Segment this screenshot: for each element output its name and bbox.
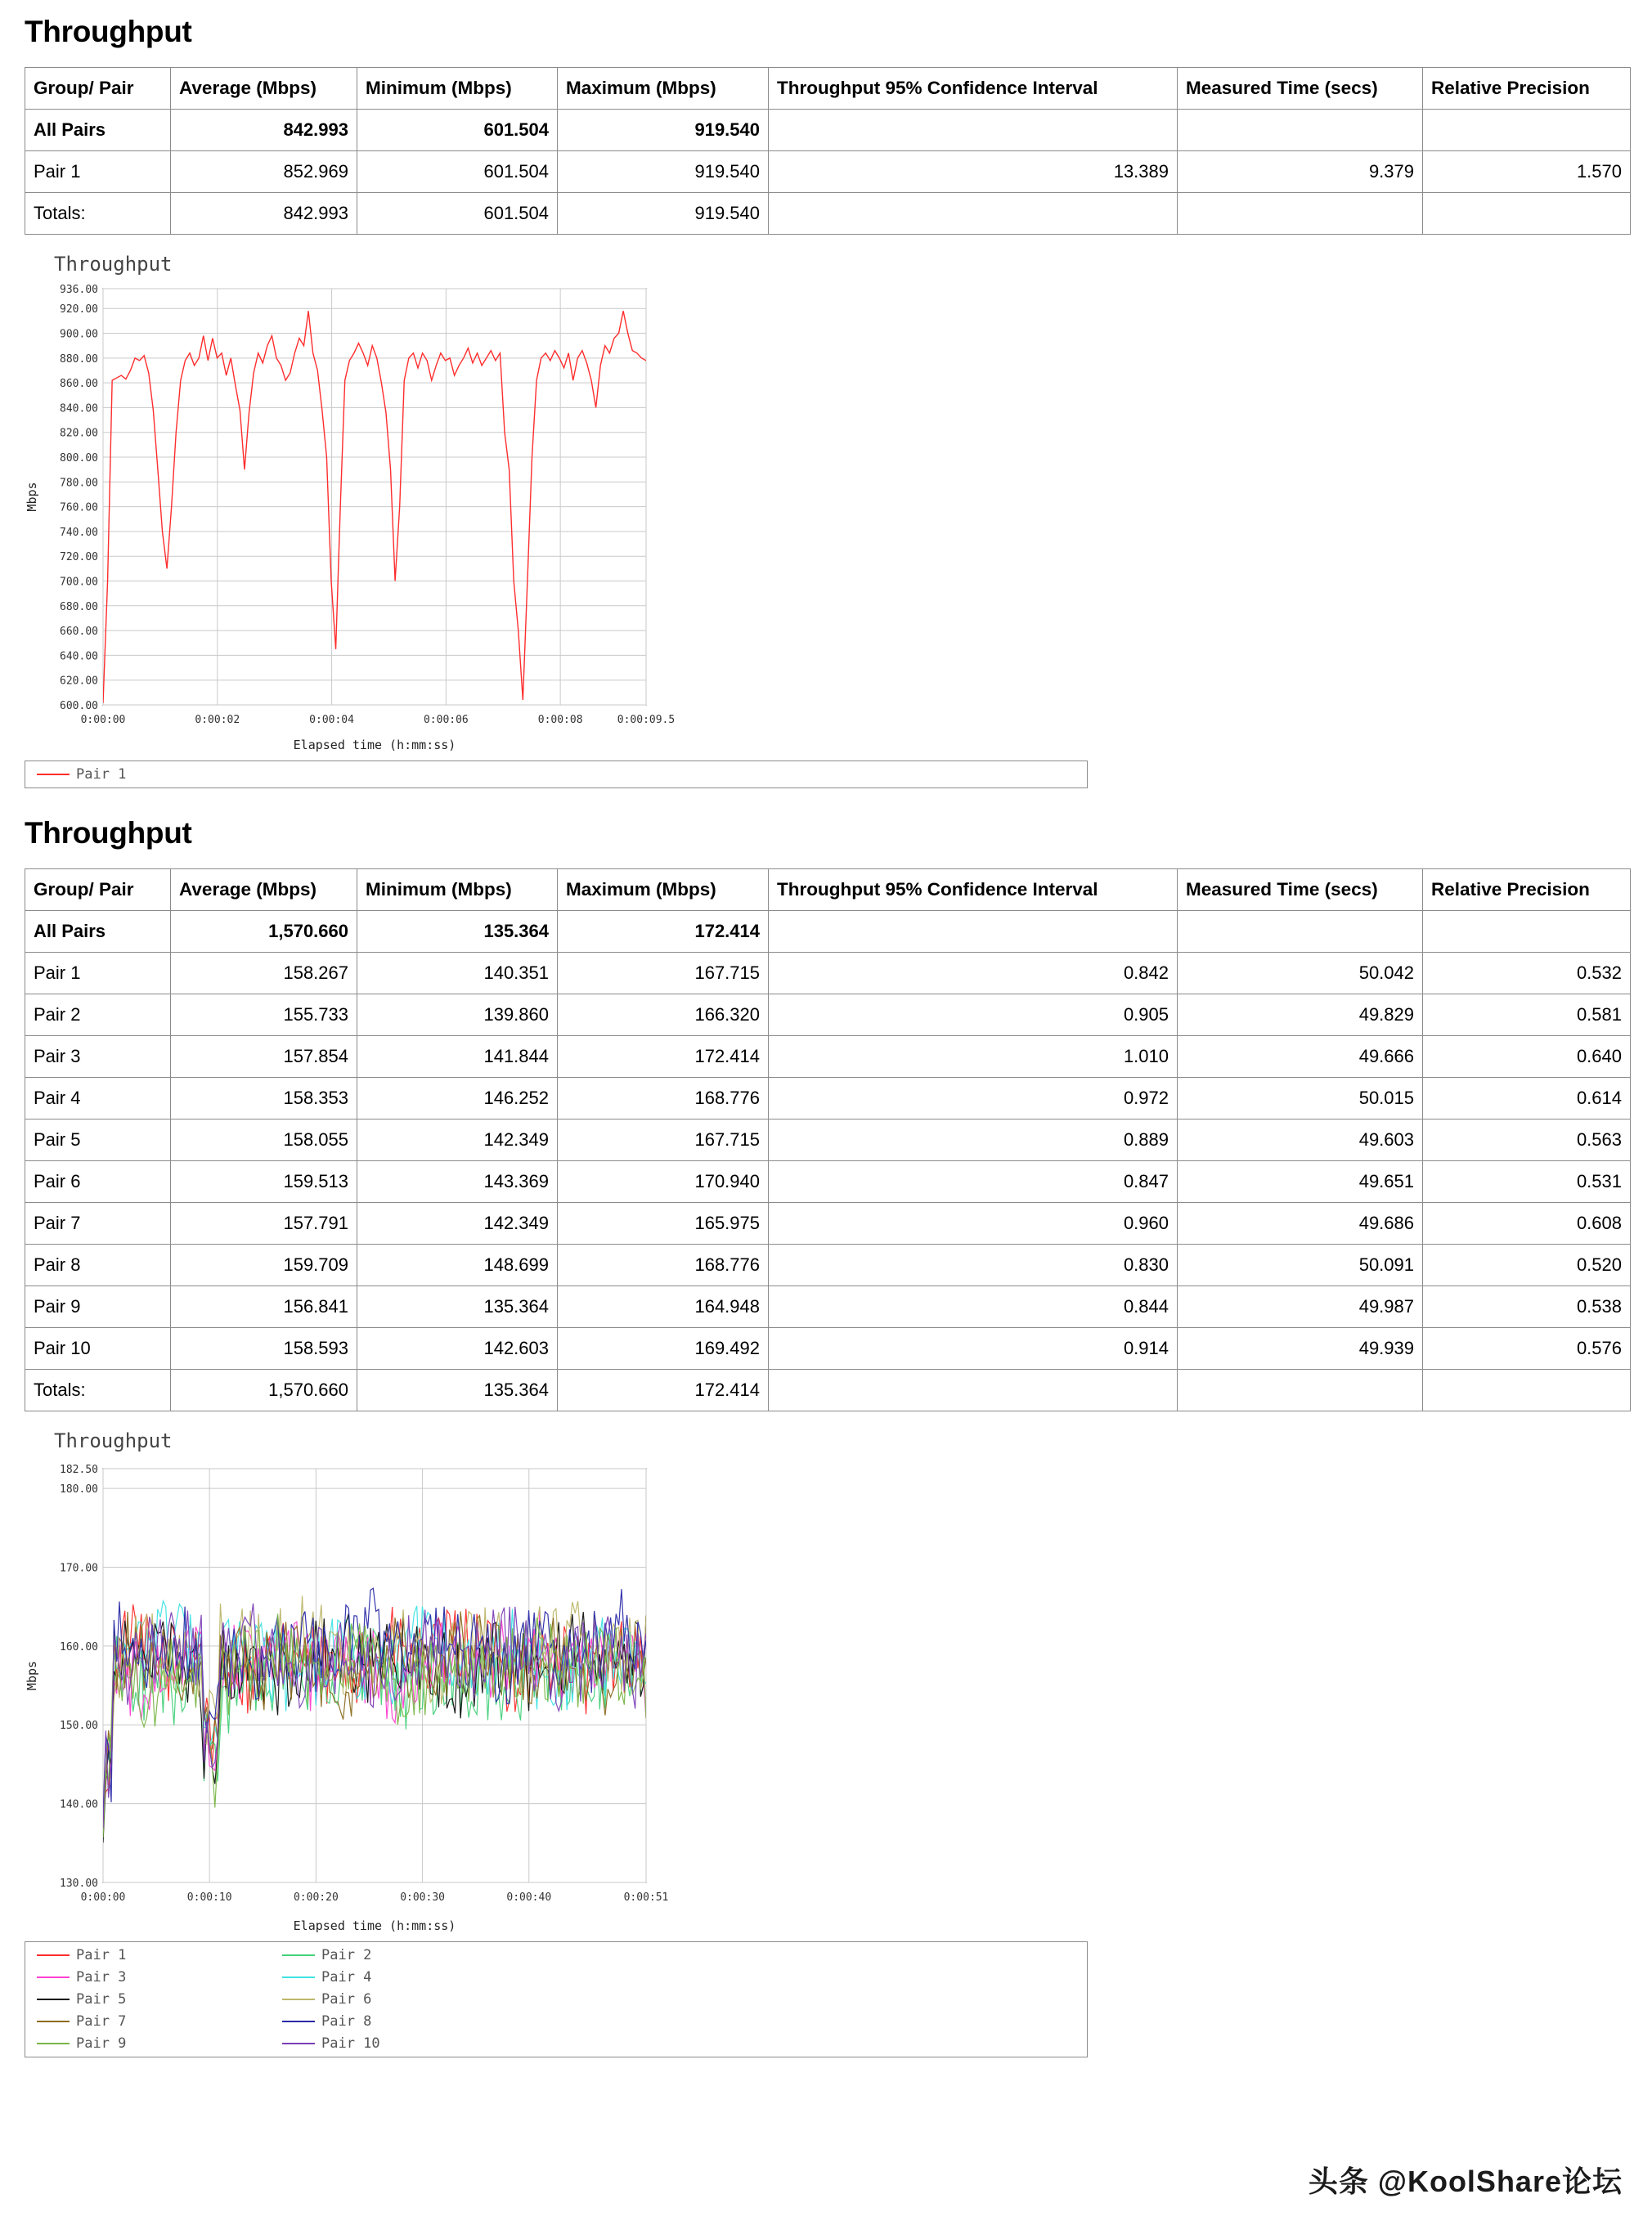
table-cell: 1.570 [1423, 151, 1631, 193]
plot-area-2 [25, 1454, 1627, 1936]
legend-item [282, 2035, 527, 2052]
svg-text:Mbps: Mbps [25, 482, 39, 512]
row-label: Pair 7 [25, 1203, 171, 1245]
table-cell [769, 110, 1178, 151]
table-row [25, 1370, 1631, 1411]
row-label: All Pairs [25, 110, 171, 151]
table-cell: 156.841 [171, 1286, 357, 1328]
table-cell: 0.532 [1423, 953, 1631, 994]
svg-text:680.00: 680.00 [60, 600, 98, 613]
legend-label: Pair 8 [321, 2013, 372, 2030]
legend-item [37, 1947, 282, 1963]
row-label: Pair 8 [25, 1245, 171, 1286]
svg-text:780.00: 780.00 [60, 477, 98, 490]
table-cell: 158.593 [171, 1328, 357, 1370]
table-cell: 842.993 [171, 110, 357, 151]
table-cell: 158.267 [171, 953, 357, 994]
table-cell: 0.520 [1423, 1245, 1631, 1286]
svg-text:150.00: 150.00 [60, 1720, 98, 1733]
table-row [25, 911, 1631, 953]
legend-item [37, 2035, 282, 2052]
svg-text:760.00: 760.00 [60, 501, 98, 514]
table-cell: 142.349 [357, 1119, 558, 1161]
chart-legend-1 [25, 761, 1088, 788]
legend-swatch-icon [282, 1976, 315, 1978]
svg-text:0:00:10: 0:00:10 [186, 1891, 232, 1904]
table-cell: 164.948 [558, 1286, 769, 1328]
table-cell: 601.504 [357, 151, 558, 193]
table-cell: 165.975 [558, 1203, 769, 1245]
svg-text:0:00:02: 0:00:02 [195, 714, 240, 726]
table-row [25, 110, 1631, 151]
table-cell: 919.540 [558, 151, 769, 193]
legend-label: Pair 1 [76, 766, 127, 783]
column-header: Throughput 95% Confidence Interval [769, 869, 1178, 911]
row-label: Pair 3 [25, 1036, 171, 1078]
table-row [25, 1036, 1631, 1078]
table-cell [769, 193, 1178, 235]
row-label: Pair 9 [25, 1286, 171, 1328]
table-cell [1423, 110, 1631, 151]
table-cell: 0.905 [769, 994, 1178, 1036]
column-header: Maximum (Mbps) [558, 869, 769, 911]
table-row [25, 1286, 1631, 1328]
column-header: Relative Precision [1423, 68, 1631, 110]
legend-item [37, 1969, 282, 1985]
table-row [25, 1245, 1631, 1286]
table-cell: 0.960 [769, 1203, 1178, 1245]
table-row [25, 1119, 1631, 1161]
legend-label: Pair 1 [76, 1947, 127, 1963]
table-cell: 172.414 [558, 1036, 769, 1078]
table-cell: 158.055 [171, 1119, 357, 1161]
table-cell: 142.349 [357, 1203, 558, 1245]
svg-text:0:00:30: 0:00:30 [400, 1891, 445, 1904]
column-header: Minimum (Mbps) [357, 68, 558, 110]
svg-text:720.00: 720.00 [60, 551, 98, 564]
svg-text:182.50: 182.50 [60, 1464, 98, 1476]
table-cell: 167.715 [558, 953, 769, 994]
table-cell: 601.504 [357, 110, 558, 151]
svg-text:936.00: 936.00 [60, 284, 98, 296]
legend-swatch-icon [37, 1954, 70, 1956]
svg-text:0:00:40: 0:00:40 [506, 1891, 552, 1904]
table-cell: 49.829 [1178, 994, 1423, 1036]
table-cell: 1.010 [769, 1036, 1178, 1078]
column-header: Throughput 95% Confidence Interval [769, 68, 1178, 110]
table-cell: 155.733 [171, 994, 357, 1036]
legend-swatch-icon [37, 1976, 70, 1978]
table-cell: 9.379 [1178, 151, 1423, 193]
row-label: Totals: [25, 193, 171, 235]
table-cell: 0.576 [1423, 1328, 1631, 1370]
table-cell [1423, 911, 1631, 953]
table-header-row [25, 869, 1631, 911]
table-cell: 135.364 [357, 1286, 558, 1328]
table-cell: 159.513 [171, 1161, 357, 1203]
table-cell: 1,570.660 [171, 911, 357, 953]
legend-item [37, 766, 282, 783]
svg-text:170.00: 170.00 [60, 1562, 98, 1575]
legend-item [282, 1969, 527, 1985]
table-cell: 146.252 [357, 1078, 558, 1119]
svg-text:820.00: 820.00 [60, 427, 98, 440]
svg-text:130.00: 130.00 [60, 1878, 98, 1890]
legend-swatch-icon [37, 774, 70, 775]
table-cell: 49.651 [1178, 1161, 1423, 1203]
table-cell: 0.581 [1423, 994, 1631, 1036]
table-cell: 172.414 [558, 1370, 769, 1411]
column-header: Measured Time (secs) [1178, 68, 1423, 110]
svg-text:0:00:04: 0:00:04 [309, 714, 354, 726]
table-cell: 159.709 [171, 1245, 357, 1286]
throughput-table-1 [25, 67, 1631, 235]
legend-item [282, 2013, 527, 2030]
legend-label: Pair 9 [76, 2035, 127, 2052]
column-header: Maximum (Mbps) [558, 68, 769, 110]
table-cell: 158.353 [171, 1078, 357, 1119]
table-cell: 0.847 [769, 1161, 1178, 1203]
table-cell: 0.842 [769, 953, 1178, 994]
table-cell: 0.914 [769, 1328, 1178, 1370]
table-cell: 50.042 [1178, 953, 1423, 994]
table-cell: 141.844 [357, 1036, 558, 1078]
row-label: Pair 5 [25, 1119, 171, 1161]
svg-text:920.00: 920.00 [60, 303, 98, 316]
svg-text:0:00:51: 0:00:51 [623, 1891, 669, 1904]
legend-label: Pair 3 [76, 1969, 127, 1985]
table-cell [1178, 911, 1423, 953]
svg-text:0:00:09.5: 0:00:09.5 [617, 714, 676, 726]
legend-label: Pair 5 [76, 1991, 127, 2008]
table-cell: 852.969 [171, 151, 357, 193]
table-cell: 50.015 [1178, 1078, 1423, 1119]
svg-text:0:00:08: 0:00:08 [537, 714, 583, 726]
table-row [25, 151, 1631, 193]
svg-text:0:00:06: 0:00:06 [423, 714, 469, 726]
table-row [25, 193, 1631, 235]
svg-text:740.00: 740.00 [60, 526, 98, 539]
svg-text:620.00: 620.00 [60, 675, 98, 688]
table-cell: 142.603 [357, 1328, 558, 1370]
legend-label: Pair 4 [321, 1969, 372, 1985]
row-label: Pair 10 [25, 1328, 171, 1370]
table-cell: 0.563 [1423, 1119, 1631, 1161]
table-cell: 157.854 [171, 1036, 357, 1078]
plot-area-1 [25, 277, 1627, 756]
chart-legend-2 [25, 1941, 1088, 2057]
legend-item [282, 1991, 527, 2008]
legend-item [282, 1947, 527, 1963]
table-cell: 169.492 [558, 1328, 769, 1370]
table-cell: 168.776 [558, 1245, 769, 1286]
table-cell: 139.860 [357, 994, 558, 1036]
table-row [25, 1328, 1631, 1370]
table-cell: 0.640 [1423, 1036, 1631, 1078]
svg-text:0:00:20: 0:00:20 [293, 1891, 339, 1904]
table-cell: 0.608 [1423, 1203, 1631, 1245]
table-cell: 0.538 [1423, 1286, 1631, 1328]
table-cell [1423, 1370, 1631, 1411]
svg-text:Elapsed time (h:mm:ss): Elapsed time (h:mm:ss) [293, 738, 456, 752]
legend-label: Pair 6 [321, 1991, 372, 2008]
throughput-table-2 [25, 868, 1631, 1411]
table-cell: 919.540 [558, 193, 769, 235]
column-header: Relative Precision [1423, 869, 1631, 911]
table-cell: 919.540 [558, 110, 769, 151]
table-cell: 148.699 [357, 1245, 558, 1286]
column-header: Group/ Pair [25, 68, 171, 110]
svg-text:Elapsed time (h:mm:ss): Elapsed time (h:mm:ss) [293, 1918, 456, 1933]
table-cell: 135.364 [357, 911, 558, 953]
column-header: Measured Time (secs) [1178, 869, 1423, 911]
table-cell [1178, 110, 1423, 151]
svg-text:640.00: 640.00 [60, 650, 98, 663]
table-row [25, 1161, 1631, 1203]
table-row [25, 953, 1631, 994]
page-title-1: Throughput [25, 15, 192, 48]
row-label: Pair 4 [25, 1078, 171, 1119]
svg-text:180.00: 180.00 [60, 1483, 98, 1496]
column-header: Group/ Pair [25, 869, 171, 911]
svg-text:600.00: 600.00 [60, 700, 98, 712]
legend-item [37, 2013, 282, 2030]
table-cell: 13.389 [769, 151, 1178, 193]
legend-label: Pair 7 [76, 2013, 127, 2030]
table-cell: 172.414 [558, 911, 769, 953]
svg-text:660.00: 660.00 [60, 626, 98, 639]
row-label: Pair 1 [25, 151, 171, 193]
table-cell: 49.939 [1178, 1328, 1423, 1370]
table-cell: 0.844 [769, 1286, 1178, 1328]
svg-text:800.00: 800.00 [60, 452, 98, 465]
table-cell: 49.987 [1178, 1286, 1423, 1328]
table-cell: 0.614 [1423, 1078, 1631, 1119]
row-label: Pair 1 [25, 953, 171, 994]
table-cell: 168.776 [558, 1078, 769, 1119]
table-cell: 0.531 [1423, 1161, 1631, 1203]
table-row [25, 994, 1631, 1036]
table-cell: 0.889 [769, 1119, 1178, 1161]
chart-caption: Throughput [54, 253, 173, 276]
legend-label: Pair 10 [321, 2035, 380, 2052]
svg-text:900.00: 900.00 [60, 328, 98, 341]
svg-text:0:00:00: 0:00:00 [80, 1891, 126, 1904]
table-cell: 0.972 [769, 1078, 1178, 1119]
table-cell: 49.603 [1178, 1119, 1423, 1161]
table-cell: 49.666 [1178, 1036, 1423, 1078]
chart-svg-1 [25, 277, 1120, 756]
watermark: 头条 @KoolShare论坛 [1308, 2165, 1623, 2198]
legend-item [37, 1991, 282, 2008]
table-cell: 0.830 [769, 1245, 1178, 1286]
svg-text:160.00: 160.00 [60, 1640, 98, 1653]
table-cell: 50.091 [1178, 1245, 1423, 1286]
row-label: All Pairs [25, 911, 171, 953]
svg-text:880.00: 880.00 [60, 352, 98, 366]
legend-swatch-icon [282, 2043, 315, 2044]
table-cell: 49.686 [1178, 1203, 1423, 1245]
legend-swatch-icon [282, 1999, 315, 2000]
chart-caption: Throughput [54, 1429, 173, 1452]
chart-svg-2 [25, 1454, 1120, 1936]
table-cell [1178, 193, 1423, 235]
column-header: Average (Mbps) [171, 68, 357, 110]
svg-text:0:00:00: 0:00:00 [80, 714, 126, 726]
column-header: Average (Mbps) [171, 869, 357, 911]
legend-swatch-icon [282, 1954, 315, 1956]
legend-swatch-icon [37, 1999, 70, 2000]
row-label: Totals: [25, 1370, 171, 1411]
legend-label: Pair 2 [321, 1947, 372, 1963]
table-cell: 1,570.660 [171, 1370, 357, 1411]
table-row [25, 1203, 1631, 1245]
legend-swatch-icon [37, 2021, 70, 2022]
table-cell [1178, 1370, 1423, 1411]
svg-text:860.00: 860.00 [60, 378, 98, 391]
row-label: Pair 2 [25, 994, 171, 1036]
table-cell: 143.369 [357, 1161, 558, 1203]
page-title-2: Throughput [25, 816, 192, 850]
table-cell: 166.320 [558, 994, 769, 1036]
table-cell: 167.715 [558, 1119, 769, 1161]
table-cell [769, 911, 1178, 953]
svg-text:140.00: 140.00 [60, 1798, 98, 1811]
svg-text:Mbps: Mbps [25, 1660, 39, 1691]
legend-swatch-icon [37, 2043, 70, 2044]
throughput-chart-2 [25, 1429, 1627, 2057]
column-header: Minimum (Mbps) [357, 869, 558, 911]
table-cell [769, 1370, 1178, 1411]
svg-text:700.00: 700.00 [60, 576, 98, 589]
table-cell: 135.364 [357, 1370, 558, 1411]
svg-text:840.00: 840.00 [60, 402, 98, 415]
table-cell: 140.351 [357, 953, 558, 994]
table-row [25, 1078, 1631, 1119]
legend-swatch-icon [282, 2021, 315, 2022]
table-cell: 157.791 [171, 1203, 357, 1245]
table-header-row [25, 68, 1631, 110]
table-cell: 601.504 [357, 193, 558, 235]
throughput-chart-1 [25, 253, 1627, 788]
table-cell: 842.993 [171, 193, 357, 235]
row-label: Pair 6 [25, 1161, 171, 1203]
table-cell: 170.940 [558, 1161, 769, 1203]
table-cell [1423, 193, 1631, 235]
